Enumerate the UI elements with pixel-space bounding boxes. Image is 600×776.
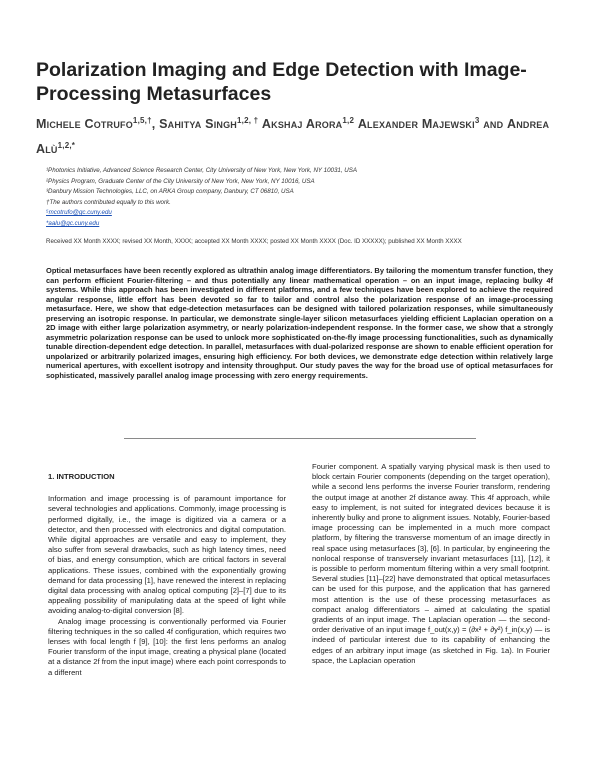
author-affil-marker: 1,2 [342,116,355,125]
author-affil-marker: 1,2,* [57,141,76,151]
author-affil-marker: 1,2, † [237,116,259,125]
author-name: Andrea Alù [36,117,550,157]
affiliation-line: ²Physics Program, Graduate Center of the City University of New York, New York, NY 10016, USA [46,177,315,185]
author-list: Michele Cotrufo$^{1,5,\dagger}$, Sahitya Singh$^{1,2, \dagger}$ Akshaj Arora$^{1,2}$ Alexander Majewski$^3$ and Andrea Alù$^{1,2,*}$ [36,116,550,157]
body-paragraph: Information and image processing is of paramount importance for several technologies and applications. Commonly, image processing is performed digitally, i.e., the image is digitized via a camera or a detector, and then processed with electronics and digital computation. While digital approaches are versatile and easy to implement, they also suffer from several drawbacks, such as high latency times, need of bias, and energy consumption, which are critical factors in several applications. These issues, combined with the exponentially growing demand for data processing [1], have renewed the interest in replacing digital data processing with analog optical computing [2]–[7] due to its appealing possibility of manipulating data at the speed of light while avoiding analog-to-digital conversion [8]. [48,494,286,616]
paper-title: Polarization Imaging and Edge Detection with Image-Processing Metasurfaces [36,59,527,105]
affiliation-line: ³Danbury Mission Technologies, LLC, on ARKA Group company, Danbury, CT 06810, USA [46,188,294,196]
section-heading: 1. INTRODUCTION [48,472,115,481]
author-name: Michele Cotrufo [36,117,133,132]
affiliation-line: ¹Photonics Initiative, Advanced Science Research Center, City University of New York, New York, NY 10031, USA [46,167,358,174]
author-affil-marker: 1,5,† [132,116,152,125]
received-line: Received XX Month XXXX; revised XX Month, XXXX; accepted XX Month XXXX; posted XX Month XXXX (Doc. ID XXXXX); published XX Month XXXX [46,238,462,245]
author-affil-marker: 3 [474,116,480,125]
left-column [48,472,286,678]
author-name: Alexander Majewski [357,117,475,132]
author-name: Akshaj Arora [261,117,343,132]
author-connector: and [483,117,504,132]
body-paragraph: Analog image processing is conventionally performed via Fourier filtering techniques in the so called 4f configuration, which requires two lenses with focal length f [9], [10]: the first lens performs an analog Fourier transform of the input image, creating a physical plane (located at a distance 2f from the input image) where each point corresponds to a different [48,616,286,677]
abstract: Optical metasurfaces have been recently explored as ultrathin analog image differentiators. By tailoring the momentum transfer function, they can perform efficient Fourier-filtering – and thus potentially any linear mathematical operation – on an input image, replacing bulky 4f systems. While this approach has been investigated in different platforms, and a few techniques have been explored to achieve the required angular response, little effort has been devoted so far to tailor and control also the polarization response of an image-processing metasurface. Here, we show that edge-detection metasurfaces can be designed with tailored polarization responses, while simultaneously preserving an isotropic response. In particular, we demonstrate single-layer silicon metasurfaces yielding efficient Laplacian operation on a 2D image with either large polarization asymmetry, or nearly polarization-independent response. In the former case, we show that a strongly asymmetric polarization response can be used to unlock more sophisticated on-the-fly image processing functionalities, such as dynamically tunable direction-dependent edge detection. In parallel, metasurfaces with dual-polarized response are shown to enable efficient operation for unpolarized or arbitrarily polarized images, ensuring high efficiency. For both devices, we demonstrate edge detection within relatively large numerical apertures, with excellent isotropy and intensity throughput. Our study paves the way for the broad use of optical metasurfaces for sophisticated, massively parallel analog image processing with zero energy requirements. [46,266,553,380]
affiliations [46,166,566,230]
right-column [312,462,550,666]
email-link[interactable]: *aalu@gc.cuny.edu [46,219,100,227]
section-divider [124,438,476,439]
body-paragraph: Fourier component. A spatially varying physical mask is then used to block certain Fourier components (depending on the target operation), while a second lens performs the inverse Fourier transform, rendering the output image at another 2f distance away. This 4f approach, while easy to implement, is not suited for integrated devices because it is inherently bulky and prone to alignment issues. Notably, Fourier-based image processing can be implemented in a much more compact platform, by filtering the transverse momentum of an image directly in real space using metasurfaces [3], [6]. In particular, by engineering the nonlocal response of transversely invariant metasurfaces [11], [12], it is possible to perform momentum filtering within a very small footprint. Several studies [11]–[22] have demonstrated that optical metasurfaces can be used for this purpose, and the application that has garnered most attention is the use of these processing metasurfaces as compact analog differentiators – aimed at calculating the spatial gradients of an input image. The Laplacian operation — the second-order derivative of an input image f_out(x,y) = (∂x² + ∂y²) f_in(x,y) — is indeed of particular interest due to its capability of enhancing the edges of an arbitrary input image (as sketched in Fig. 1a). In Fourier space, the Laplacian operation [312,462,550,665]
author-name: Sahitya Singh [159,117,237,132]
email-link[interactable]: ⁵mcotrufo@gc.cuny.edu [46,209,112,217]
affiliation-line: †The authors contributed equally to this work. [46,198,171,206]
